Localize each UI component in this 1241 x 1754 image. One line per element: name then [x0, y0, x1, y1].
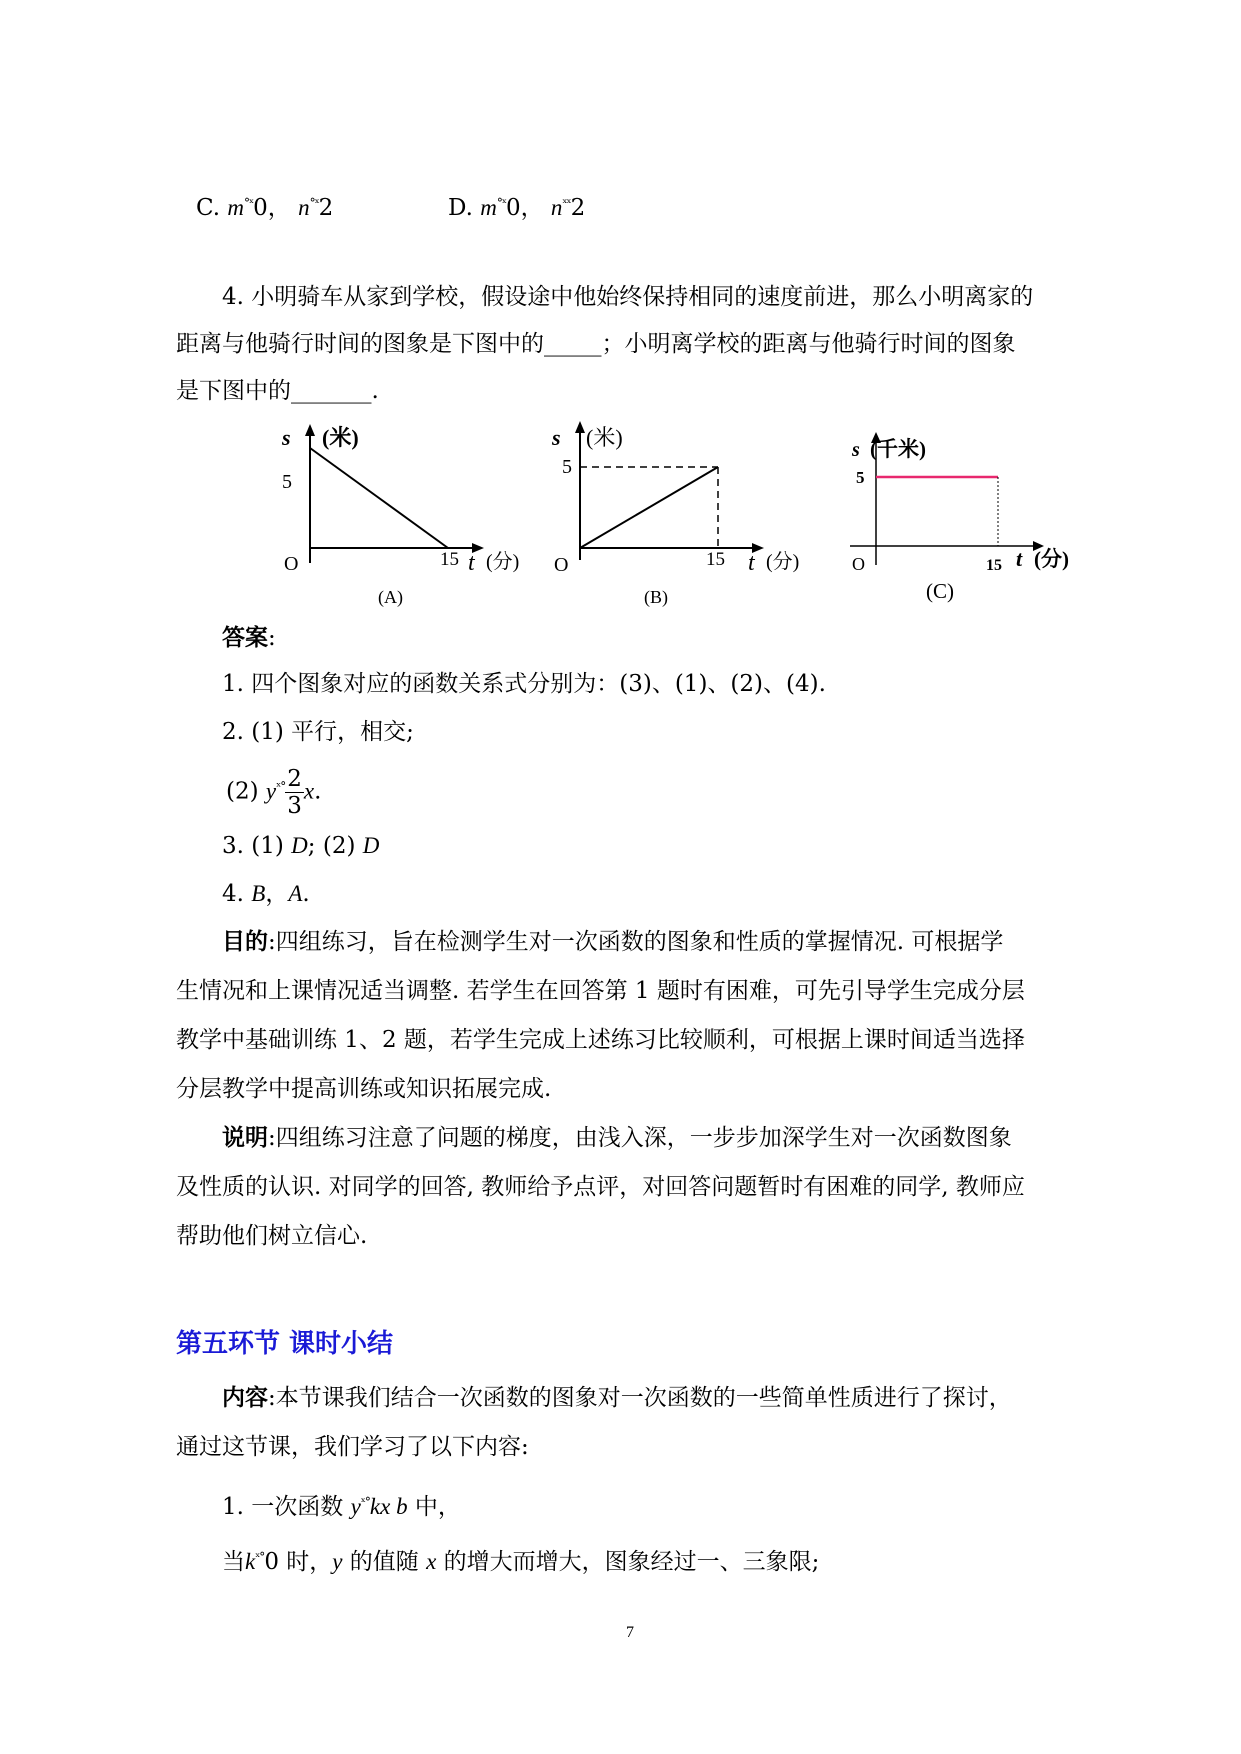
- graph-a-y-tick: 5: [282, 471, 292, 493]
- section-heading: 第五环节 课时小结: [176, 1329, 394, 1359]
- graph-c-x-unit: (分): [1034, 547, 1069, 571]
- graph-b-line: [580, 467, 718, 548]
- graph-b-x-tick: 15: [706, 549, 725, 570]
- graph-a-x-tick: 15: [440, 549, 459, 570]
- purpose-line-1: 目的:四组练习，旨在检测学生对一次函数的图象和性质的掌握情况. 可根据学: [222, 928, 1004, 955]
- graph-b-y-tick: 5: [562, 456, 572, 478]
- graph-c-y-label: s: [852, 439, 860, 461]
- graph-a-y-unit: (米): [322, 425, 359, 450]
- purpose-line-2: 生情况和上课情况适当调整. 若学生在回答第 1 题时有困难，可先引导学生完成分层: [176, 978, 1025, 1004]
- q4-line-2: 距离与他骑行时间的图象是下图中的_____；小明离学校的距离与他骑行时间的图象: [176, 331, 1016, 357]
- purpose-line-4: 分层教学中提高训练或知识拓展完成.: [176, 1076, 552, 1102]
- graph-c: [830, 420, 1090, 610]
- graph-a-y-label: s: [282, 425, 291, 450]
- graph-a: [270, 418, 540, 608]
- answer-3: 3. (1) D; (2) D: [222, 833, 380, 859]
- graph-c-origin: O: [852, 554, 865, 574]
- q3-option-c: C. $m^{^\circ ˣ}0$， $n^{^\circ ˣ}2$: [196, 195, 334, 221]
- graph-b-y-label: s: [552, 425, 561, 450]
- q4-line-3: 是下图中的_______.: [176, 378, 379, 404]
- answer-2-1: 2. (1) 平行，相交;: [222, 719, 414, 745]
- content-line-1: 内容:本节课我们结合一次函数的图象对一次函数的一些简单性质进行了探讨，: [222, 1384, 1012, 1411]
- graph-c-y-tick: 5: [856, 468, 865, 487]
- fraction-two-thirds: $\frac{2}{3}$: [287, 766, 302, 819]
- graph-c-caption: (C): [926, 579, 954, 603]
- q3-option-d: D. $m^{^\circ ˣ}0$， $n^{ˣˣ}2$: [448, 195, 586, 221]
- graph-c-y-unit: (千米): [870, 437, 926, 461]
- content-line-2: 通过这节课，我们学习了以下内容:: [176, 1434, 529, 1460]
- graph-b-y-unit: (米): [586, 425, 623, 450]
- answer-2-2: (2) $y^{ˣ^\circ}$ $\frac{2}{3}$ x.: [226, 766, 322, 819]
- graph-a-x-unit: (分): [486, 551, 520, 573]
- graph-a-origin: O: [284, 553, 299, 575]
- explain-line-3: 帮助他们树立信心.: [176, 1223, 368, 1249]
- q4-line-1: 4. 小明骑车从家到学校，假设途中他始终保持相同的速度前进，那么小明离家的: [222, 284, 1034, 310]
- graph-b-origin: O: [554, 554, 569, 576]
- graph-c-x-label: t: [1016, 546, 1023, 571]
- explain-line-2: 及性质的认识. 对同学的回答, 教师给予点评，对回答问题暂时有困难的同学, 教师应: [176, 1174, 1025, 1200]
- content-item-2: 当$k^{ˣ^\circ}0$ 时，y 的值随 x 的增大而增大，图象经过一、三象限;: [222, 1549, 820, 1575]
- graph-b: [540, 415, 820, 610]
- purpose-line-3: 教学中基础训练 1、2 题，若学生完成上述练习比较顺利，可根据上课时间适当选择: [176, 1027, 1025, 1053]
- answer-4: 4. B，A.: [222, 881, 310, 907]
- graph-a-caption: (A): [378, 587, 403, 607]
- graph-c-x-tick: 15: [986, 557, 1002, 574]
- answers-title: 答案:: [222, 624, 276, 651]
- page-number: 7: [626, 1624, 634, 1641]
- answer-1: 1. 四个图象对应的函数关系式分别为：(3)、(1)、(2)、(4).: [222, 671, 826, 697]
- graph-a-x-label: t: [468, 550, 475, 576]
- content-item-1: 1. 一次函数 $y^{ˣ^\circ}kx$ b 中，: [222, 1494, 461, 1520]
- explain-line-1: 说明:四组练习注意了问题的梯度，由浅入深，一步步加深学生对一次函数图象: [222, 1124, 1012, 1151]
- graph-a-line: [310, 448, 448, 548]
- graph-b-x-label: t: [748, 550, 755, 576]
- graph-b-x-unit: (分): [766, 551, 800, 573]
- graph-b-caption: (B): [644, 587, 668, 607]
